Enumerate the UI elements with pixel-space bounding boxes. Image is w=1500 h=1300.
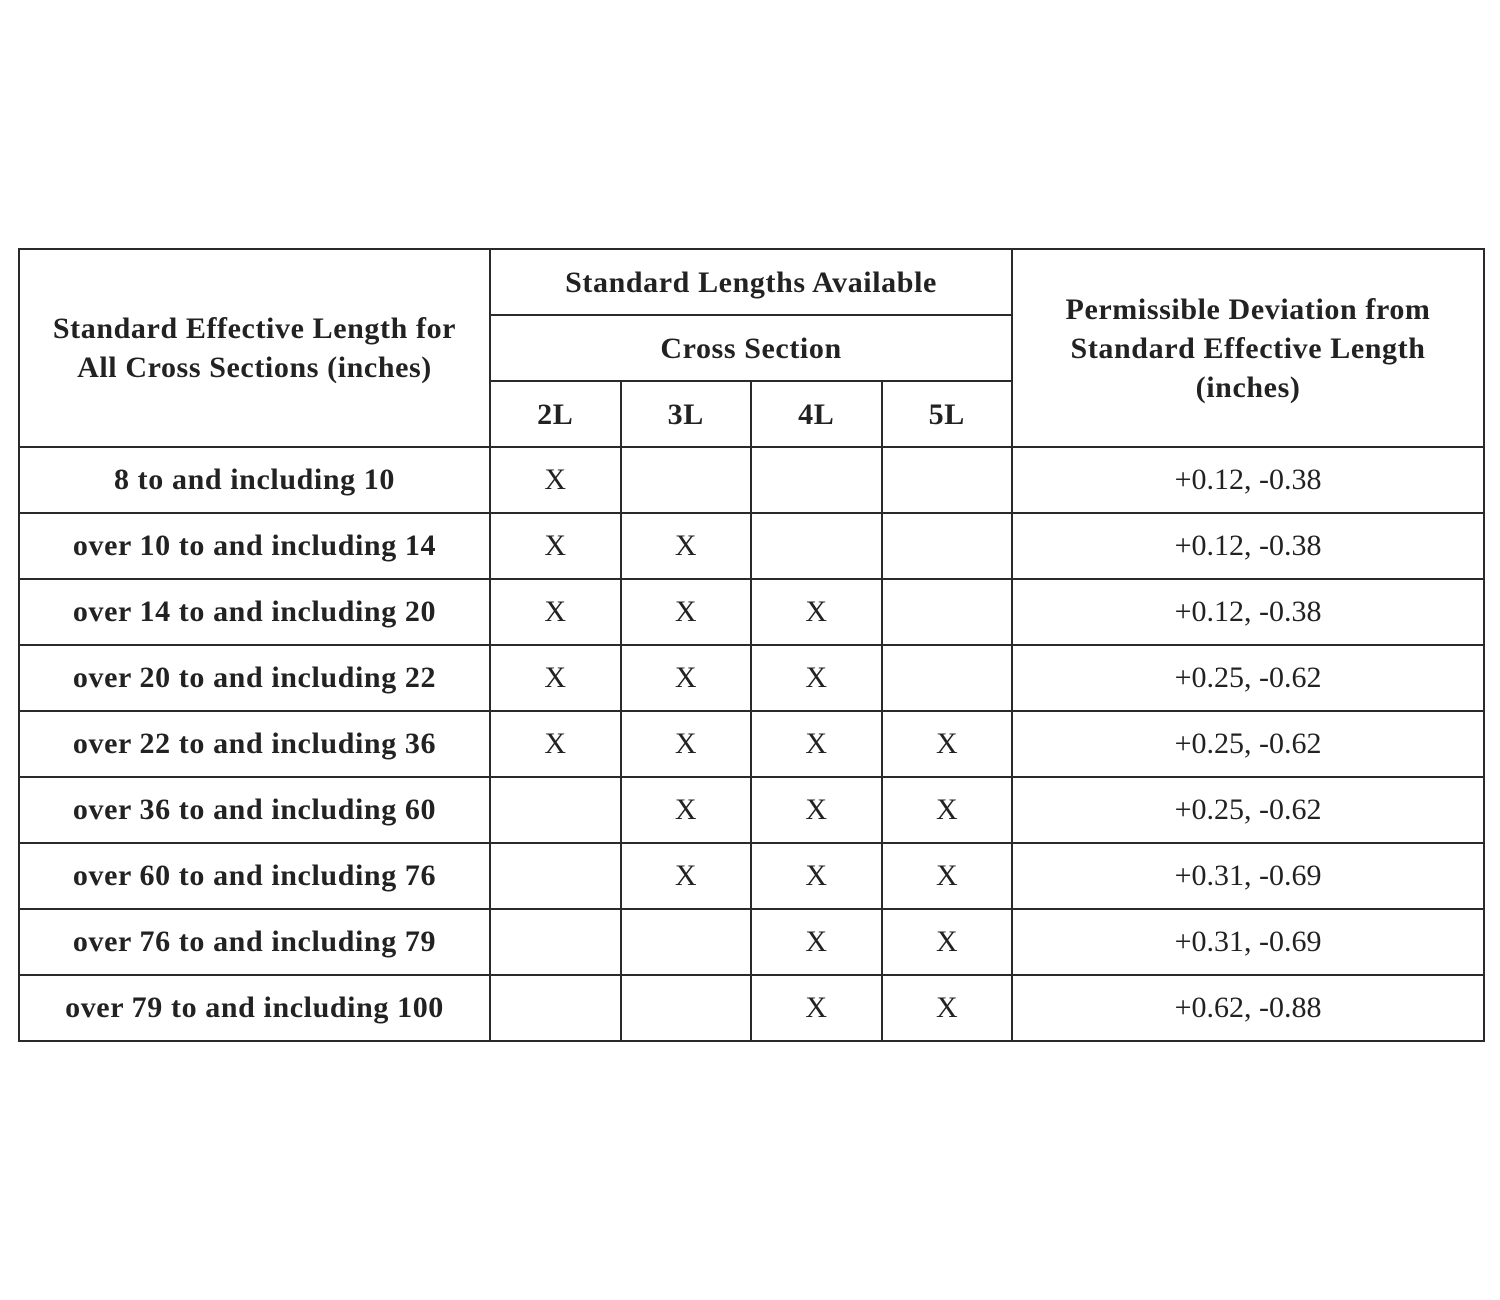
mark-cell-2l: X (490, 645, 621, 711)
section-header-5l: 5L (882, 381, 1013, 447)
belt-length-table (18, 248, 1485, 1042)
mark-cell-3l (621, 975, 752, 1041)
table-row (19, 843, 1484, 909)
mark-cell-2l: X (490, 711, 621, 777)
deviation-cell: +0.12, -0.38 (1012, 579, 1484, 645)
standard-lengths-group-header: Standard Lengths Available (490, 249, 1012, 315)
mark-cell-5l (882, 645, 1013, 711)
deviation-cell: +0.62, -0.88 (1012, 975, 1484, 1041)
length-cell: 8 to and including 10 (19, 447, 490, 513)
deviation-header-line: (inches) (1195, 370, 1301, 404)
mark-cell-2l: X (490, 513, 621, 579)
deviation-cell: +0.25, -0.62 (1012, 711, 1484, 777)
mark-cell-4l: X (751, 777, 882, 843)
mark-cell-3l: X (621, 711, 752, 777)
deviation-column-header (1012, 249, 1484, 447)
table-row (19, 513, 1484, 579)
mark-cell-3l (621, 447, 752, 513)
table-body (19, 447, 1484, 1041)
mark-cell-5l: X (882, 711, 1013, 777)
mark-cell-5l (882, 513, 1013, 579)
table-row (19, 645, 1484, 711)
mark-cell-3l: X (621, 843, 752, 909)
cross-section-header: Cross Section (490, 315, 1012, 381)
mark-cell-5l: X (882, 777, 1013, 843)
deviation-cell: +0.31, -0.69 (1012, 909, 1484, 975)
mark-cell-2l: X (490, 447, 621, 513)
mark-cell-3l: X (621, 777, 752, 843)
deviation-header-line: Permissible Deviation from (1065, 292, 1431, 326)
deviation-cell: +0.12, -0.38 (1012, 447, 1484, 513)
mark-cell-4l: X (751, 975, 882, 1041)
table-row (19, 447, 1484, 513)
mark-cell-5l (882, 447, 1013, 513)
mark-cell-3l: X (621, 513, 752, 579)
length-header-line: Standard Effective Length for (52, 312, 457, 345)
length-cell: over 60 to and including 76 (19, 843, 490, 909)
section-header-2l: 2L (490, 381, 621, 447)
mark-cell-4l (751, 513, 882, 579)
mark-cell-4l: X (751, 843, 882, 909)
mark-cell-5l: X (882, 975, 1013, 1041)
length-cell: over 22 to and including 36 (19, 711, 490, 777)
mark-cell-4l: X (751, 909, 882, 975)
length-cell: over 36 to and including 60 (19, 777, 490, 843)
section-header-4l: 4L (751, 381, 882, 447)
mark-cell-3l: X (621, 645, 752, 711)
table-row (19, 777, 1484, 843)
table-row (19, 975, 1484, 1041)
length-cell: over 14 to and including 20 (19, 579, 490, 645)
section-header-3l: 3L (621, 381, 752, 447)
belt-length-table-container (18, 248, 1483, 1042)
table-row (19, 711, 1484, 777)
mark-cell-4l: X (751, 579, 882, 645)
mark-cell-2l: X (490, 579, 621, 645)
table-row (19, 909, 1484, 975)
mark-cell-3l: X (621, 579, 752, 645)
length-cell: over 20 to and including 22 (19, 645, 490, 711)
mark-cell-4l: X (751, 711, 882, 777)
deviation-header-line: Standard Effective Length (1070, 331, 1426, 365)
length-cell: over 76 to and including 79 (19, 909, 490, 975)
length-header-line: All Cross Sections (inches) (77, 351, 432, 384)
table-row (19, 579, 1484, 645)
mark-cell-5l: X (882, 843, 1013, 909)
length-column-header (19, 249, 490, 447)
mark-cell-2l (490, 777, 621, 843)
mark-cell-2l (490, 843, 621, 909)
length-cell: over 10 to and including 14 (19, 513, 490, 579)
mark-cell-2l (490, 975, 621, 1041)
deviation-cell: +0.25, -0.62 (1012, 777, 1484, 843)
deviation-cell: +0.31, -0.69 (1012, 843, 1484, 909)
deviation-cell: +0.25, -0.62 (1012, 645, 1484, 711)
mark-cell-2l (490, 909, 621, 975)
mark-cell-4l (751, 447, 882, 513)
mark-cell-5l: X (882, 909, 1013, 975)
length-cell: over 79 to and including 100 (19, 975, 490, 1041)
mark-cell-5l (882, 579, 1013, 645)
mark-cell-3l (621, 909, 752, 975)
table-header (19, 249, 1484, 447)
mark-cell-4l: X (751, 645, 882, 711)
deviation-cell: +0.12, -0.38 (1012, 513, 1484, 579)
